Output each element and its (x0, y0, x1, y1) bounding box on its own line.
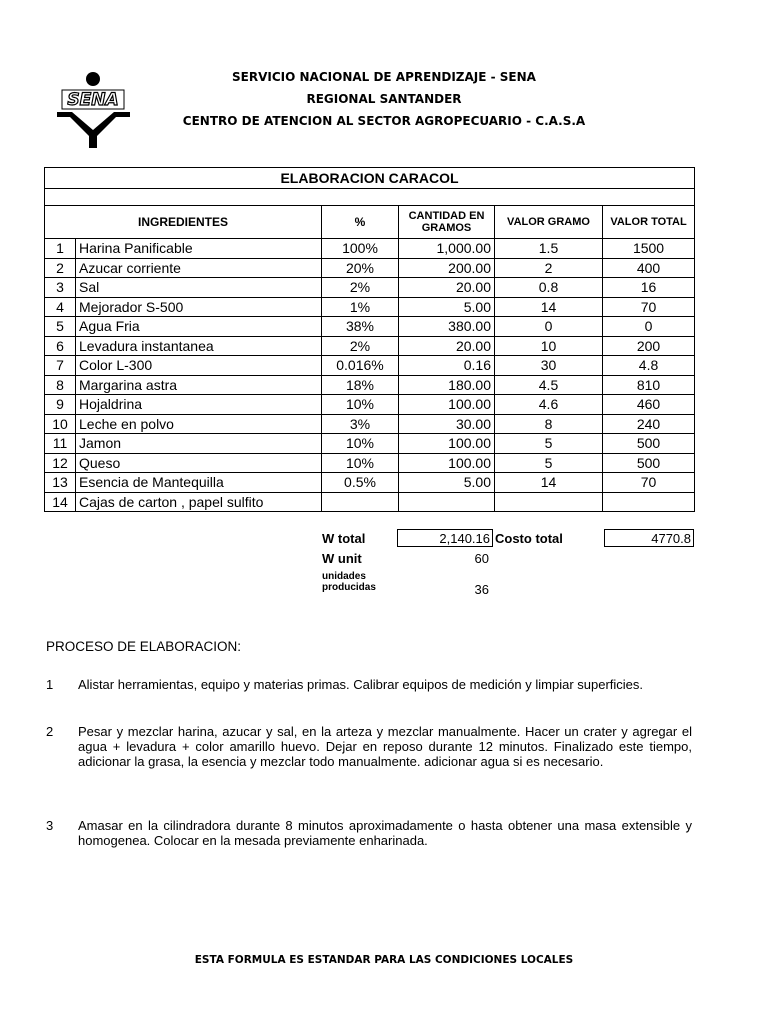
table-row (45, 278, 695, 298)
ingredient-total: 500 (603, 453, 695, 473)
table-row (45, 473, 695, 493)
ingredient-name: Sal (76, 278, 322, 298)
table-row (45, 356, 695, 376)
ingredient-quantity: 100.00 (399, 453, 495, 473)
table-row (45, 297, 695, 317)
ingredient-quantity: 180.00 (399, 375, 495, 395)
col-quantity-line2: GRAMOS (421, 222, 472, 234)
units-produced-label-line1: unidades (322, 571, 366, 582)
ingredient-name: Harina Panificable (76, 239, 322, 259)
table-row (45, 239, 695, 259)
row-number: 1 (45, 239, 76, 259)
ingredient-percent: 1% (322, 297, 399, 317)
units-produced-label-line2: producidas (322, 582, 376, 593)
ingredient-total: 16 (603, 278, 695, 298)
ingredient-percent: 3% (322, 414, 399, 434)
ingredient-quantity: 20.00 (399, 278, 495, 298)
ingredient-quantity: 5.00 (399, 297, 495, 317)
w-unit-label: W unit (322, 551, 362, 566)
step-3-text: Amasar en la cilindradora durante 8 minutos aproximadamente o hasta obtener una masa extensible y homogenea. Colocar en la mesada previamente enharinada. (78, 818, 692, 848)
ingredient-total: 500 (603, 434, 695, 454)
row-number: 9 (45, 395, 76, 415)
ingredient-quantity: 20.00 (399, 336, 495, 356)
row-number: 4 (45, 297, 76, 317)
regional-name: REGIONAL SANTANDER (306, 92, 462, 106)
ingredient-name: Azucar corriente (76, 258, 322, 278)
row-number: 10 (45, 414, 76, 434)
ingredient-total: 4.8 (603, 356, 695, 376)
col-total: VALOR TOTAL (603, 206, 695, 239)
ingredient-quantity (399, 492, 495, 512)
ingredient-percent: 10% (322, 395, 399, 415)
column-header-row (45, 206, 695, 239)
ingredient-name: Leche en polvo (76, 414, 322, 434)
step-2-text: Pesar y mezclar harina, azucar y sal, en la arteza y mezclar manualmente. Hacer un crater y agregar el agua + levadura + color amarillo huevo. Dejar en reposo durante 12 minutos. Finalizado este tiempo, adicionar la grasa, la esencia y mezclar todo manualmente. adicionar agua si es necesario. (78, 724, 692, 769)
col-ingredients: INGREDIENTES (45, 206, 322, 239)
ingredient-price-gram: 14 (495, 297, 603, 317)
ingredient-total: 1500 (603, 239, 695, 259)
ingredient-total: 240 (603, 414, 695, 434)
col-quantity-line1: CANTIDAD EN (408, 210, 485, 222)
ingredient-price-gram: 5 (495, 453, 603, 473)
table-row (45, 492, 695, 512)
col-quantity (399, 206, 495, 239)
sena-logo (54, 70, 134, 150)
ingredient-quantity: 380.00 (399, 317, 495, 337)
ingredient-percent: 2% (322, 278, 399, 298)
ingredient-price-gram: 4.5 (495, 375, 603, 395)
step-1-number: 1 (46, 677, 54, 692)
ingredient-percent: 10% (322, 453, 399, 473)
step-1-text: Alistar herramientas, equipo y materias primas. Calibrar equipos de medición y limpiar superficies. (78, 677, 644, 692)
ingredient-quantity: 100.00 (399, 434, 495, 454)
ingredient-quantity: 0.16 (399, 356, 495, 376)
row-number: 14 (45, 492, 76, 512)
ingredient-price-gram: 14 (495, 473, 603, 493)
col-percent: % (322, 206, 399, 239)
row-number: 8 (45, 375, 76, 395)
ingredient-total: 70 (603, 473, 695, 493)
ingredient-percent: 0.016% (322, 356, 399, 376)
ingredient-price-gram: 0 (495, 317, 603, 337)
table-title: ELABORACION CARACOL (45, 168, 695, 189)
w-unit-value: 60 (474, 551, 489, 566)
ingredient-quantity: 5.00 (399, 473, 495, 493)
row-number: 11 (45, 434, 76, 454)
ingredient-name: Margarina astra (76, 375, 322, 395)
ingredient-name: Mejorador S-500 (76, 297, 322, 317)
table-row (45, 395, 695, 415)
ingredient-name: Color L-300 (76, 356, 322, 376)
ingredient-price-gram: 0.8 (495, 278, 603, 298)
ingredient-percent: 20% (322, 258, 399, 278)
w-total-value: 2,140.16 (397, 529, 493, 547)
logo-text: SENA (67, 90, 119, 110)
table-title-row (45, 168, 695, 189)
ingredient-percent: 18% (322, 375, 399, 395)
table-row (45, 258, 695, 278)
ingredient-total: 200 (603, 336, 695, 356)
ingredient-name: Jamon (76, 434, 322, 454)
ingredient-percent: 38% (322, 317, 399, 337)
ingredient-name: Cajas de carton , papel sulfito (76, 492, 322, 512)
w-total-label: W total (322, 531, 366, 546)
ingredient-price-gram: 4.6 (495, 395, 603, 415)
ingredient-total: 460 (603, 395, 695, 415)
ingredient-percent: 100% (322, 239, 399, 259)
units-produced-label (322, 571, 376, 593)
ingredient-name: Agua Fria (76, 317, 322, 337)
process-heading: PROCESO DE ELABORACION: (46, 639, 242, 654)
ingredient-price-gram: 10 (495, 336, 603, 356)
ingredient-percent: 0.5% (322, 473, 399, 493)
ingredient-total (603, 492, 695, 512)
center-name: CENTRO DE ATENCION AL SECTOR AGROPECUARIO - C.A.S.A (182, 114, 586, 128)
ingredient-price-gram: 5 (495, 434, 603, 454)
ingredient-quantity: 30.00 (399, 414, 495, 434)
row-number: 5 (45, 317, 76, 337)
ingredient-price-gram (495, 492, 603, 512)
row-number: 7 (45, 356, 76, 376)
table-row (45, 317, 695, 337)
ingredient-price-gram: 8 (495, 414, 603, 434)
footer-note: ESTA FORMULA ES ESTANDAR PARA LAS CONDICIONES LOCALES (194, 954, 574, 966)
table-row (45, 336, 695, 356)
ingredient-percent (322, 492, 399, 512)
units-produced-value: 36 (474, 582, 489, 597)
ingredient-price-gram: 30 (495, 356, 603, 376)
blank-row (45, 189, 695, 206)
institution-name: SERVICIO NACIONAL DE APRENDIZAJE - SENA (232, 70, 536, 84)
table-row (45, 434, 695, 454)
col-price-gram: VALOR GRAMO (495, 206, 603, 239)
row-number: 3 (45, 278, 76, 298)
ingredient-total: 810 (603, 375, 695, 395)
ingredient-name: Levadura instantanea (76, 336, 322, 356)
recipe-table (44, 167, 695, 512)
cost-total-label: Costo total (495, 531, 563, 546)
row-number: 2 (45, 258, 76, 278)
row-number: 12 (45, 453, 76, 473)
ingredient-price-gram: 1.5 (495, 239, 603, 259)
row-number: 6 (45, 336, 76, 356)
ingredient-quantity: 1,000.00 (399, 239, 495, 259)
ingredient-name: Esencia de Mantequilla (76, 473, 322, 493)
ingredient-percent: 2% (322, 336, 399, 356)
step-2-number: 2 (46, 724, 54, 739)
table-row (45, 453, 695, 473)
step-3-number: 3 (46, 818, 54, 833)
ingredient-total: 0 (603, 317, 695, 337)
ingredient-percent: 10% (322, 434, 399, 454)
ingredient-quantity: 100.00 (399, 395, 495, 415)
table-row (45, 375, 695, 395)
ingredient-total: 70 (603, 297, 695, 317)
ingredient-price-gram: 2 (495, 258, 603, 278)
ingredient-name: Queso (76, 453, 322, 473)
ingredient-total: 400 (603, 258, 695, 278)
table-row (45, 414, 695, 434)
ingredient-quantity: 200.00 (399, 258, 495, 278)
cost-total-value: 4770.8 (604, 529, 694, 547)
row-number: 13 (45, 473, 76, 493)
ingredient-name: Hojaldrina (76, 395, 322, 415)
